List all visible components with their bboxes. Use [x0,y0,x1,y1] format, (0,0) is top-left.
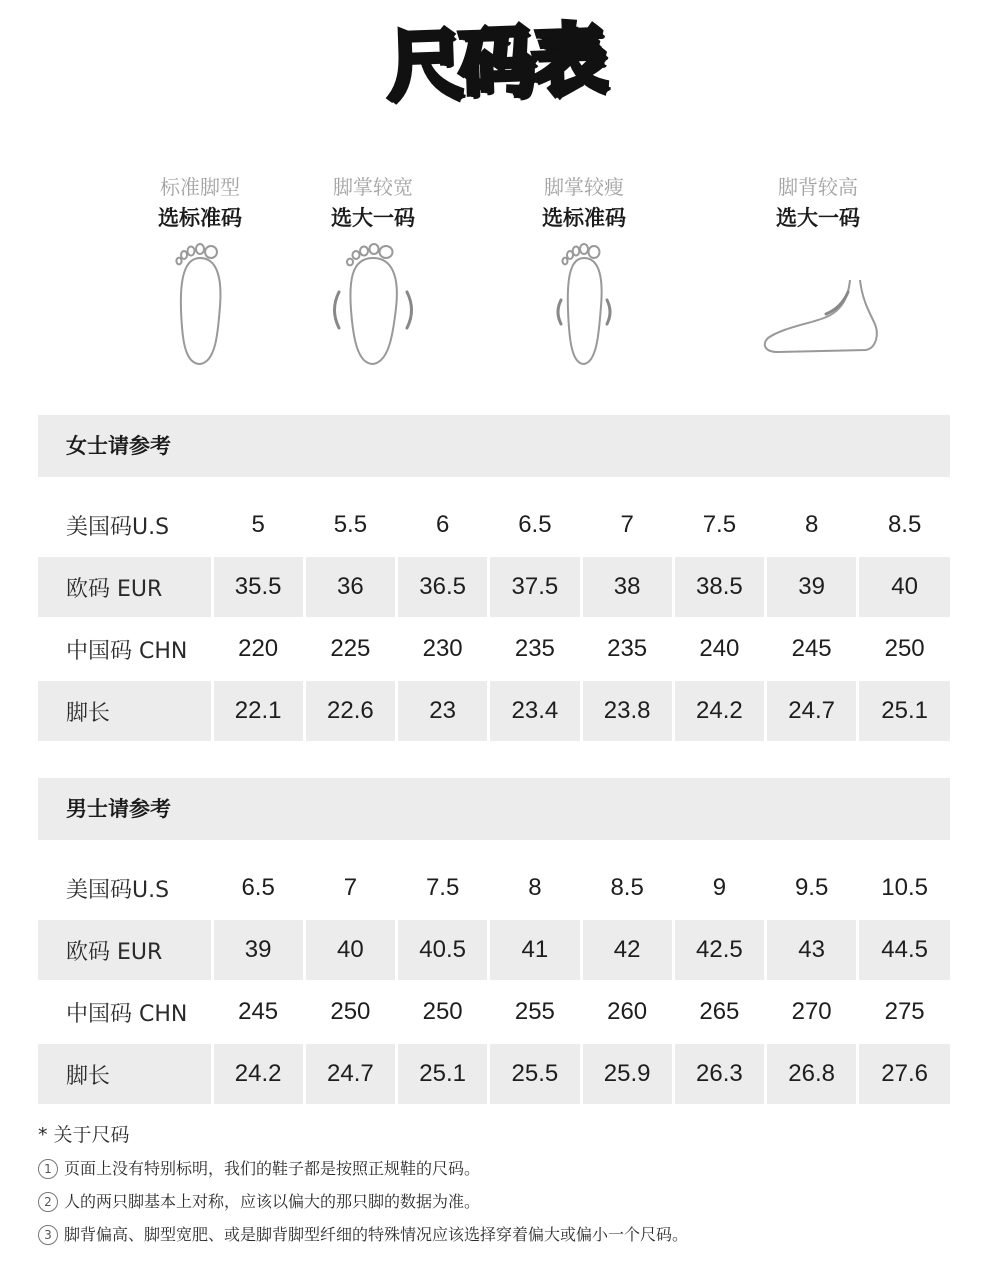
guide-advice: 选标准码 [158,206,242,230]
table-cell: 7.5 [673,495,765,556]
table-cell: 9 [673,858,765,919]
table-cell: 235 [489,618,581,680]
foot-standard-icon [160,240,240,370]
row-label: 脚长 [38,1043,212,1104]
table-cell: 38 [581,556,673,618]
table-cell: 42.5 [673,919,765,981]
row-label: 美国码U.S [38,858,212,919]
note-number: 3 [38,1225,58,1245]
table-cell: 225 [304,618,396,680]
table-cell: 41 [489,919,581,981]
table-cell: 26.3 [673,1043,765,1104]
guide-wide [273,172,473,370]
table-cell: 44.5 [858,919,950,981]
table-cell: 25.1 [858,680,950,741]
row-label: 欧码 EUR [38,919,212,981]
table-cell: 36 [304,556,396,618]
table-cell: 240 [673,618,765,680]
table-cell: 9.5 [766,858,858,919]
women-heading: 女士请参考 [38,415,950,477]
table-cell: 8.5 [581,858,673,919]
note-text: 人的两只脚基本上对称，应该以偏大的那只脚的数据为准。 [64,1192,481,1211]
table-cell: 40 [304,919,396,981]
table-row [38,618,950,680]
table-cell: 255 [489,981,581,1043]
guide-condition: 标准脚型 [160,175,240,199]
table-cell: 6 [397,495,489,556]
note-item [38,1185,950,1218]
table-cell: 245 [212,981,304,1043]
foot-wide-icon [323,240,423,370]
table-cell: 7 [304,858,396,919]
note-item [38,1218,950,1251]
table-cell: 270 [766,981,858,1043]
table-cell: 6.5 [212,858,304,919]
foot-narrow-icon [539,240,629,370]
table-cell: 40 [858,556,950,618]
table-cell: 24.2 [212,1043,304,1104]
guide-high-instep [718,172,918,370]
table-cell: 23.8 [581,680,673,741]
women-size-section [38,415,950,741]
table-cell: 38.5 [673,556,765,618]
guide-advice: 选大一码 [776,206,860,230]
table-cell: 42 [581,919,673,981]
table-cell: 7.5 [397,858,489,919]
table-cell: 5 [212,495,304,556]
row-label: 美国码U.S [38,495,212,556]
note-number: 1 [38,1159,58,1179]
table-row [38,1043,950,1104]
notes-title: * 关于尺码 [38,1124,130,1146]
page-title: 尺码表 [385,14,605,111]
men-size-section [38,778,950,1104]
row-label: 中国码 CHN [38,618,212,680]
table-row [38,680,950,741]
note-number: 2 [38,1192,58,1212]
table-cell: 24.7 [766,680,858,741]
fit-guides [38,172,950,387]
table-cell: 8 [766,495,858,556]
table-cell: 39 [212,919,304,981]
guide-narrow [484,172,684,370]
table-row [38,981,950,1043]
table-row [38,919,950,981]
table-cell: 24.7 [304,1043,396,1104]
table-cell: 265 [673,981,765,1043]
table-cell: 24.2 [673,680,765,741]
table-cell: 10.5 [858,858,950,919]
table-cell: 26.8 [766,1043,858,1104]
table-cell: 230 [397,618,489,680]
table-cell: 8 [489,858,581,919]
table-cell: 35.5 [212,556,304,618]
table-cell: 27.6 [858,1043,950,1104]
row-label: 欧码 EUR [38,556,212,618]
men-size-table [38,858,950,1104]
table-row [38,858,950,919]
table-cell: 220 [212,618,304,680]
table-cell: 235 [581,618,673,680]
table-cell: 23 [397,680,489,741]
table-cell: 7 [581,495,673,556]
table-cell: 250 [397,981,489,1043]
note-text: 页面上没有特别标明，我们的鞋子都是按照正规鞋的尺码。 [64,1159,481,1178]
women-size-table [38,495,950,741]
table-row [38,556,950,618]
table-cell: 40.5 [397,919,489,981]
table-cell: 8.5 [858,495,950,556]
guide-condition: 脚掌较瘦 [544,175,624,199]
men-heading: 男士请参考 [38,778,950,840]
table-cell: 250 [858,618,950,680]
note-text: 脚背偏高、脚型宽肥、或是脚背脚型纤细的特殊情况应该选择穿着偏大或偏小一个尺码。 [64,1225,689,1244]
table-cell: 250 [304,981,396,1043]
note-item [38,1152,950,1185]
guide-advice: 选大一码 [331,206,415,230]
table-cell: 5.5 [304,495,396,556]
row-label: 中国码 CHN [38,981,212,1043]
table-cell: 25.1 [397,1043,489,1104]
size-notes [38,1118,950,1251]
guide-standard [100,172,300,370]
table-cell: 25.5 [489,1043,581,1104]
table-cell: 43 [766,919,858,981]
table-cell: 39 [766,556,858,618]
table-cell: 25.9 [581,1043,673,1104]
foot-high-instep-icon [748,240,888,370]
table-cell: 23.4 [489,680,581,741]
table-cell: 245 [766,618,858,680]
table-cell: 6.5 [489,495,581,556]
row-label: 脚长 [38,680,212,741]
guide-condition: 脚掌较宽 [333,175,413,199]
table-cell: 37.5 [489,556,581,618]
guide-condition: 脚背较高 [778,175,858,199]
table-row [38,495,950,556]
guide-advice: 选标准码 [542,206,626,230]
table-cell: 275 [858,981,950,1043]
table-cell: 36.5 [397,556,489,618]
title-area [0,8,990,118]
table-cell: 260 [581,981,673,1043]
table-cell: 22.1 [212,680,304,741]
table-cell: 22.6 [304,680,396,741]
